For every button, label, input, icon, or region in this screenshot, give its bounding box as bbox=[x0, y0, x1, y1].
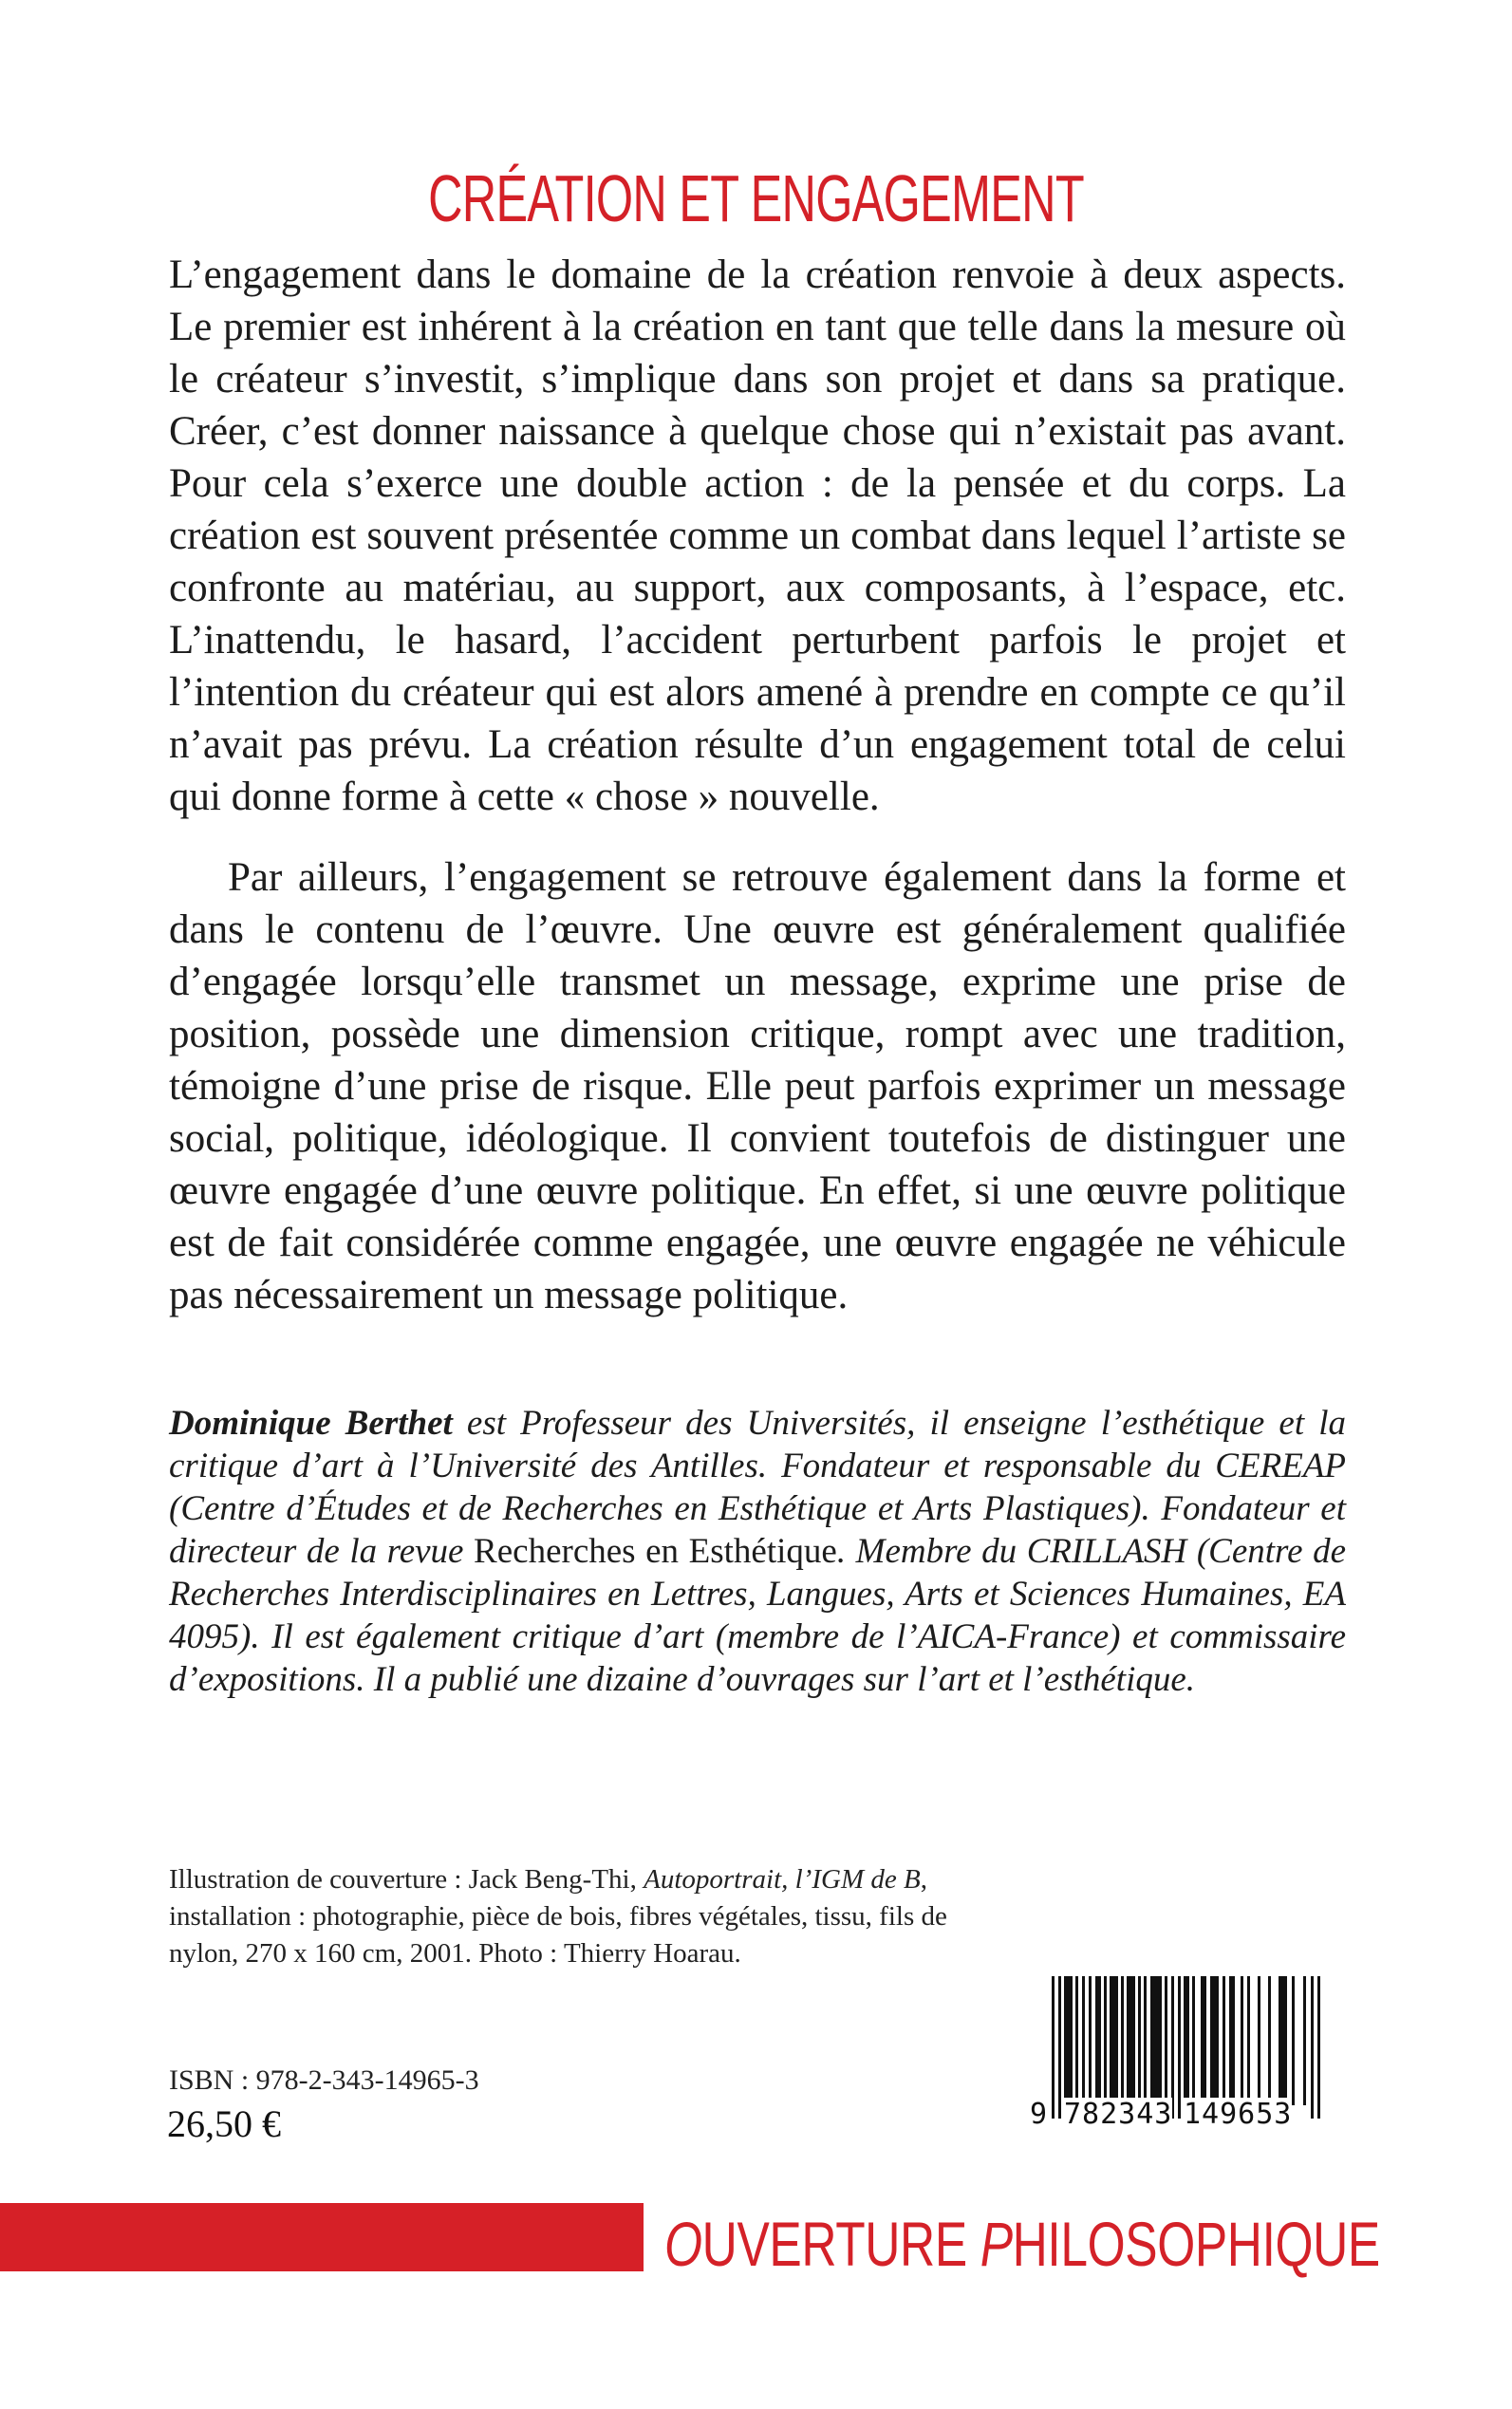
blurb-paragraph-1: L’engagement dans le domaine de la création renvoie à deux aspects. Le premier est inhérent à la création en tant que telle dans la mesure où le créateur s’investit, s’implique dans son projet et dans sa pratique. Créer, c’est donner naissance à quelque chose qui n’existait pas avant. Pour cela s’exerce une double action : de la pensée et du corps. La création est souvent présentée comme un combat dans lequel l’artiste se confronte au matériau, au support, aux composants, à l’espace, etc. L’inattendu, le hasard, l’accident perturbent parfois le projet et l’intention du créateur qui est alors amené à prendre en compte ce qu’il n’avait pas prévu. La création résulte d’un engagement total de celui qui donne forme à cette « chose » nouvelle. bbox=[169, 252, 1346, 819]
barcode bbox=[1030, 1976, 1353, 2131]
series-letter-p: P bbox=[980, 2209, 1013, 2279]
author-bio-text-1: est Professeur des Universités, il enseigne l’esthétique et la critique d’art à l’Université des Antilles. Fondateur et responsable du CEREAP (Centre d’Études et de Recherches en Esthétique et Arts Plastiques). Fondateur et directeur de la revue bbox=[169, 1404, 1346, 1571]
credit-suffix: , installation : photographie, pièce de bois, fibres végétales, tissu, fils de nylon, 270 x 160 cm, 2001. Photo : Thierry Hoarau. bbox=[169, 1864, 947, 1969]
cover-illustration-credit bbox=[169, 1861, 1023, 1972]
series-word-2: HILOSOPHIQUE bbox=[1012, 2209, 1380, 2279]
series-word-1: UVERTURE bbox=[701, 2209, 980, 2279]
book-title: CRÉATION ET ENGAGEMENT bbox=[428, 160, 1084, 235]
series-letter-o: O bbox=[664, 2209, 702, 2279]
barcode-digits-right: 149653 bbox=[1184, 2098, 1293, 2131]
barcode-digits-left: 782343 bbox=[1064, 2098, 1173, 2131]
author-bio bbox=[169, 1402, 1346, 1701]
journal-title: Recherches en Esthétique bbox=[474, 1532, 837, 1571]
barcode-digit-lead: 9 bbox=[1030, 2098, 1048, 2131]
isbn: ISBN : 978-2-343-14965-3 bbox=[169, 2064, 479, 2096]
series-name bbox=[664, 2206, 1380, 2282]
price: 26,50 € bbox=[167, 2102, 281, 2145]
credit-work-title: Autoportrait, l’IGM de B bbox=[644, 1864, 921, 1895]
author-bio-text-2: . Membre du CRILLASH (Centre de Recherches Interdisciplinaires en Lettres, Langues, Arts et Sciences Humaines, EA 4095). Il est également critique d’art (membre de l’AICA-France) et commissaire d’expositions. Il a publié une dizaine d’ouvrages sur l’art et l’esthétique. bbox=[169, 1532, 1346, 1699]
author-name: Dominique Berthet bbox=[169, 1404, 453, 1443]
blurb-paragraph-2: Par ailleurs, l’engagement se retrouve également dans la forme et dans le contenu de l’œuvre. Une œuvre est généralement qualifiée d’engagée lorsqu’elle transmet un message, exprime une prise de position, possède une dimension critique, rompt avec une tradition, témoigne d’une prise de risque. Elle peut parfois exprimer un message social, politique, idéologique. Il convient toutefois de distinguer une œuvre engagée d’une œuvre politique. En effet, si une œuvre politique est de fait considérée comme engagée, une œuvre engagée ne véhicule pas nécessairement un message politique. bbox=[169, 855, 1346, 1317]
series-red-bar bbox=[0, 2203, 644, 2271]
credit-prefix: Illustration de couverture : Jack Beng-Thi, bbox=[169, 1864, 644, 1895]
